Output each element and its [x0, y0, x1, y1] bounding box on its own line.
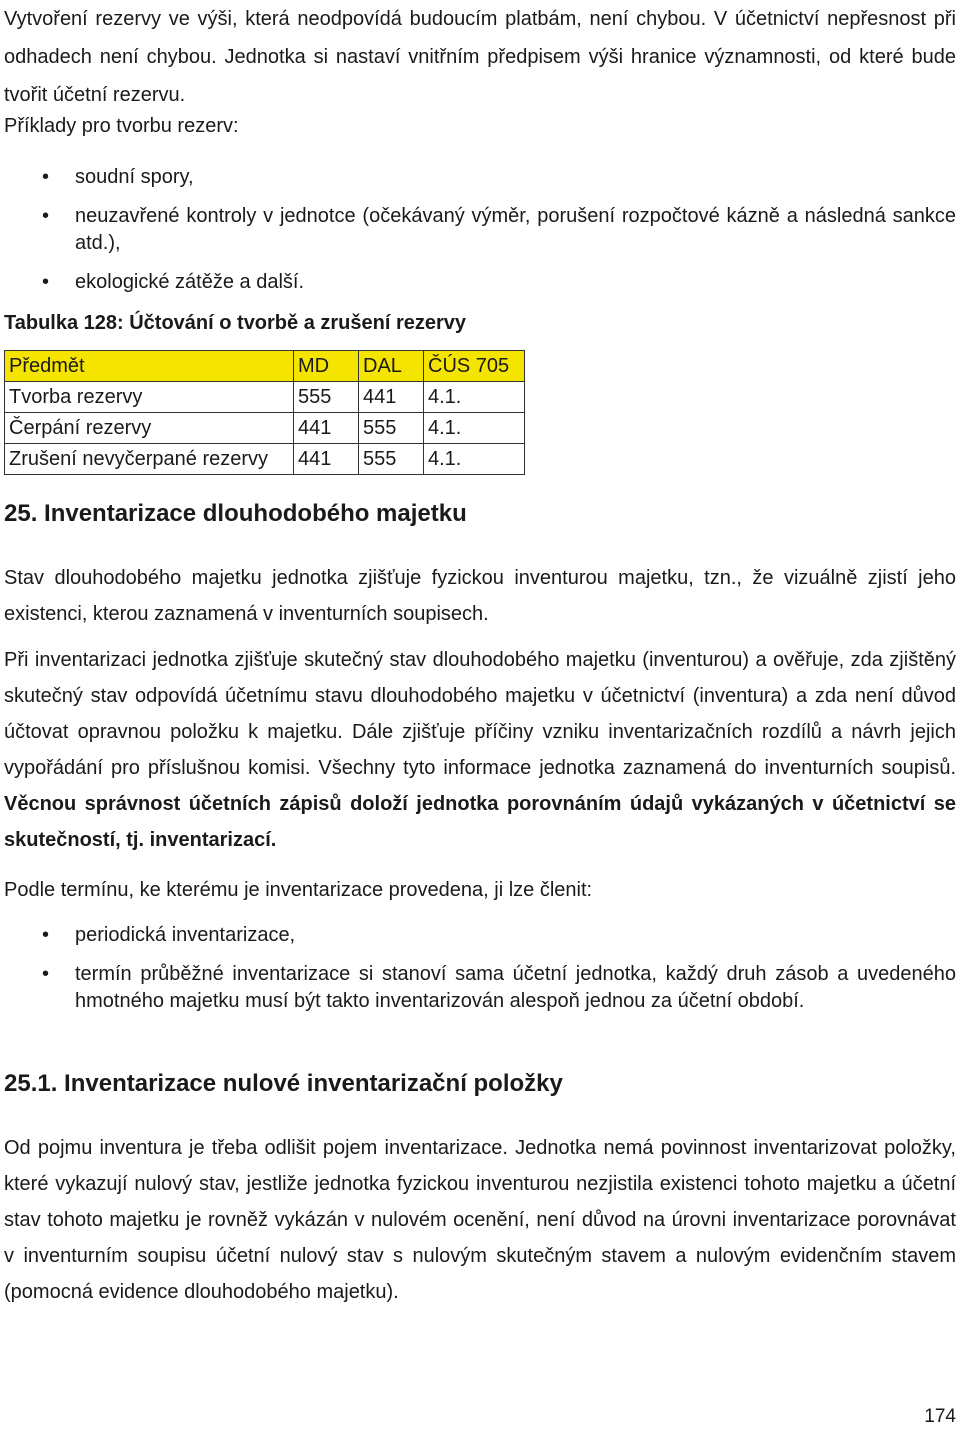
section25-paragraph-1: Stav dlouhodobého majetku jednotka zjišťuje fyzickou inventurou majetku, tzn., že vizuálně zjistí jeho existenci, kterou zaznamená v inventurních soupisech. [4, 567, 956, 625]
examples-title: Příklady pro tvorbu rezerv: [4, 115, 239, 137]
table-cell: 4.1. [424, 413, 525, 444]
intro-paragraph: Vytvoření rezervy ve výši, která neodpovídá budoucím platbám, není chybou. V účetnictví nepřesnost při odhadech není chybou. Jednotka si nastaví vnitřním předpisem výši hranice významnosti, od které bude tvořit účetní rezervu. [4, 8, 956, 106]
table-cell: 4.1. [424, 444, 525, 475]
table-cell: Čerpání rezervy [5, 413, 294, 444]
page-number: 174 [924, 1406, 956, 1427]
list-item: • periodická inventarizace, [4, 922, 956, 949]
table-row [5, 413, 525, 444]
list-item: • termín průběžné inventarizace si stanoví sama účetní jednotka, každý druh zásob a uvedeného hmotného majetku musí být takto inventarizován alespoň jednou za účetní období. [4, 961, 956, 1015]
header-cell-dal: DAL [359, 351, 424, 382]
list-item: • soudní spory, [4, 164, 956, 191]
header-cell-subject: Předmět [5, 351, 294, 382]
list-item: • ekologické zátěže a další. [4, 269, 956, 296]
header-cell-cus: ČÚS 705 [424, 351, 525, 382]
accounting-table [4, 350, 525, 475]
table-header-row [5, 351, 525, 382]
table-cell: 441 [294, 444, 359, 475]
list-item: • neuzavřené kontroly v jednotce (očekávaný výměr, porušení rozpočtové kázně a následná sankce atd.), [4, 203, 956, 257]
header-cell-md: MD [294, 351, 359, 382]
section25-paragraph-2 [4, 642, 956, 858]
paragraph-text: Při inventarizaci jednotka zjišťuje skutečný stav dlouhodobého majetku (inventurou) a ověřuje, zda zjištěný skutečný stav odpovídá účetnímu stavu dlouhodobého majetku v účetnictví (inventura) a zda není důvod účtovat opravnou položku k majetku. Dále zjišťuje příčiny vzniku inventarizačních rozdílů a návrh jejich vypořádání pro příslušnou komisi. Všechny tyto informace jednotka zaznamená do inventurních soupisů. [4, 649, 956, 779]
table-cell: 555 [294, 382, 359, 413]
table-cell: 441 [294, 413, 359, 444]
table-cell: 4.1. [424, 382, 525, 413]
section-heading-25: 25. Inventarizace dlouhodobého majetku [4, 500, 467, 527]
section251-paragraph-1: Od pojmu inventura je třeba odlišit pojem inventarizace. Jednotka nemá povinnost inventarizovat položky, které vykazují nulový stav, jestliže jednotka fyzickou inventurou nezjistila existenci tohoto majetku a účetní stav tohoto majetku je rovněž vykázán v nulovém ocenění, není důvod na úrovni inventarizace porovnávat v inventurním soupisu účetní nulový stav s nulovým skutečným stavem a nulovým evidenčním stavem (pomocná evidence dlouhodobého majetku). [4, 1137, 956, 1303]
table-cell: 555 [359, 413, 424, 444]
section25-paragraph-3: Podle termínu, ke kterému je inventarizace provedena, ji lze členit: [4, 879, 593, 901]
table-row [5, 382, 525, 413]
table-caption: Tabulka 128: Účtování o tvorbě a zrušení rezervy [4, 312, 467, 334]
section-heading-25-1: 25.1. Inventarizace nulové inventarizační položky [4, 1070, 563, 1097]
table-cell: 555 [359, 444, 424, 475]
inventory-types-list [4, 922, 956, 1027]
table-cell: Zrušení nevyčerpané rezervy [5, 444, 294, 475]
table-row [5, 444, 525, 475]
paragraph-bold-text: Věcnou správnost účetních zápisů doloží jednotka porovnáním údajů vykázaných v účetnictví se skutečností, tj. inventarizací. [4, 793, 956, 851]
examples-list [4, 164, 956, 308]
table-cell: 441 [359, 382, 424, 413]
table-cell: Tvorba rezervy [5, 382, 294, 413]
